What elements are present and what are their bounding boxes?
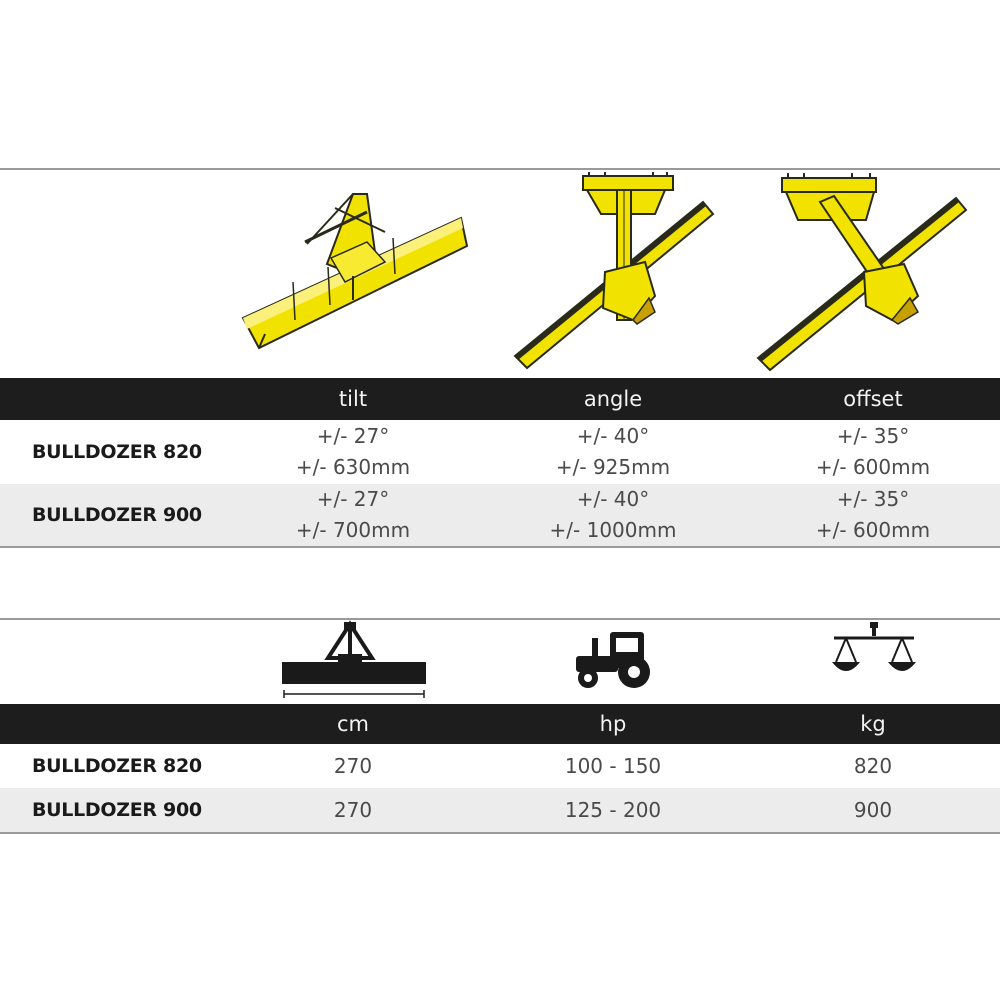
offset-mm: +/- 600mm [815,518,931,542]
table-row [0,744,1000,788]
offset-mm: +/- 600mm [815,455,931,479]
weight-cell [743,744,1000,788]
offset-degrees: +/- 35° [836,424,910,448]
tilt-degrees: +/- 27° [316,487,390,511]
table1-top-border [0,168,1000,170]
angle-cell [483,484,743,546]
offset-degrees: +/- 35° [836,487,910,511]
table2-header [0,704,1000,744]
table1-illustration-row [0,172,1000,376]
offset-cell [743,420,1000,484]
angle-header: angle [583,387,643,411]
angle-degrees: +/- 40° [576,424,650,448]
width-cell [223,788,483,832]
angle-degrees: +/- 40° [576,487,650,511]
offset-cell [743,484,1000,546]
power-cell [483,744,743,788]
power-value: 100 - 150 [564,753,662,778]
weight-header: kg [860,712,886,736]
table-row [0,788,1000,832]
weight-value: 900 [853,797,893,822]
table1-bottom-border [0,546,1000,548]
model-name: BULLDOZER 820 [32,755,202,777]
tilt-mm: +/- 630mm [295,455,411,479]
angle-mm: +/- 1000mm [549,518,677,542]
weight-cell [743,788,1000,832]
angle-cell [483,420,743,484]
angle-mm: +/- 925mm [555,455,671,479]
weight-value: 820 [853,753,893,778]
offset-blade-illustration [752,172,972,376]
tilt-cell [223,484,483,546]
width-header: cm [336,712,369,736]
offset-header: offset [843,387,903,411]
power-value: 125 - 200 [564,797,662,822]
tilt-cell [223,420,483,484]
power-cell [483,788,743,832]
scale-icon [830,620,918,704]
tilt-degrees: +/- 27° [316,424,390,448]
model-name: BULLDOZER 900 [32,799,202,821]
table1-header [0,378,1000,420]
model-name: BULLDOZER 900 [32,504,202,526]
width-value: 270 [333,797,373,822]
tractor-icon [572,620,654,704]
table-row [0,420,1000,484]
power-header: hp [599,712,627,736]
table-row [0,484,1000,546]
width-value: 270 [333,753,373,778]
tilt-mm: +/- 700mm [295,518,411,542]
model-name: BULLDOZER 820 [32,441,202,463]
angle-blade-illustration [505,172,720,376]
width-cell [223,744,483,788]
table2-bottom-border [0,832,1000,834]
blade-width-icon [280,620,428,704]
table2-icon-row [0,620,1000,704]
tilt-header: tilt [338,387,368,411]
tilt-blade-illustration [235,172,475,376]
